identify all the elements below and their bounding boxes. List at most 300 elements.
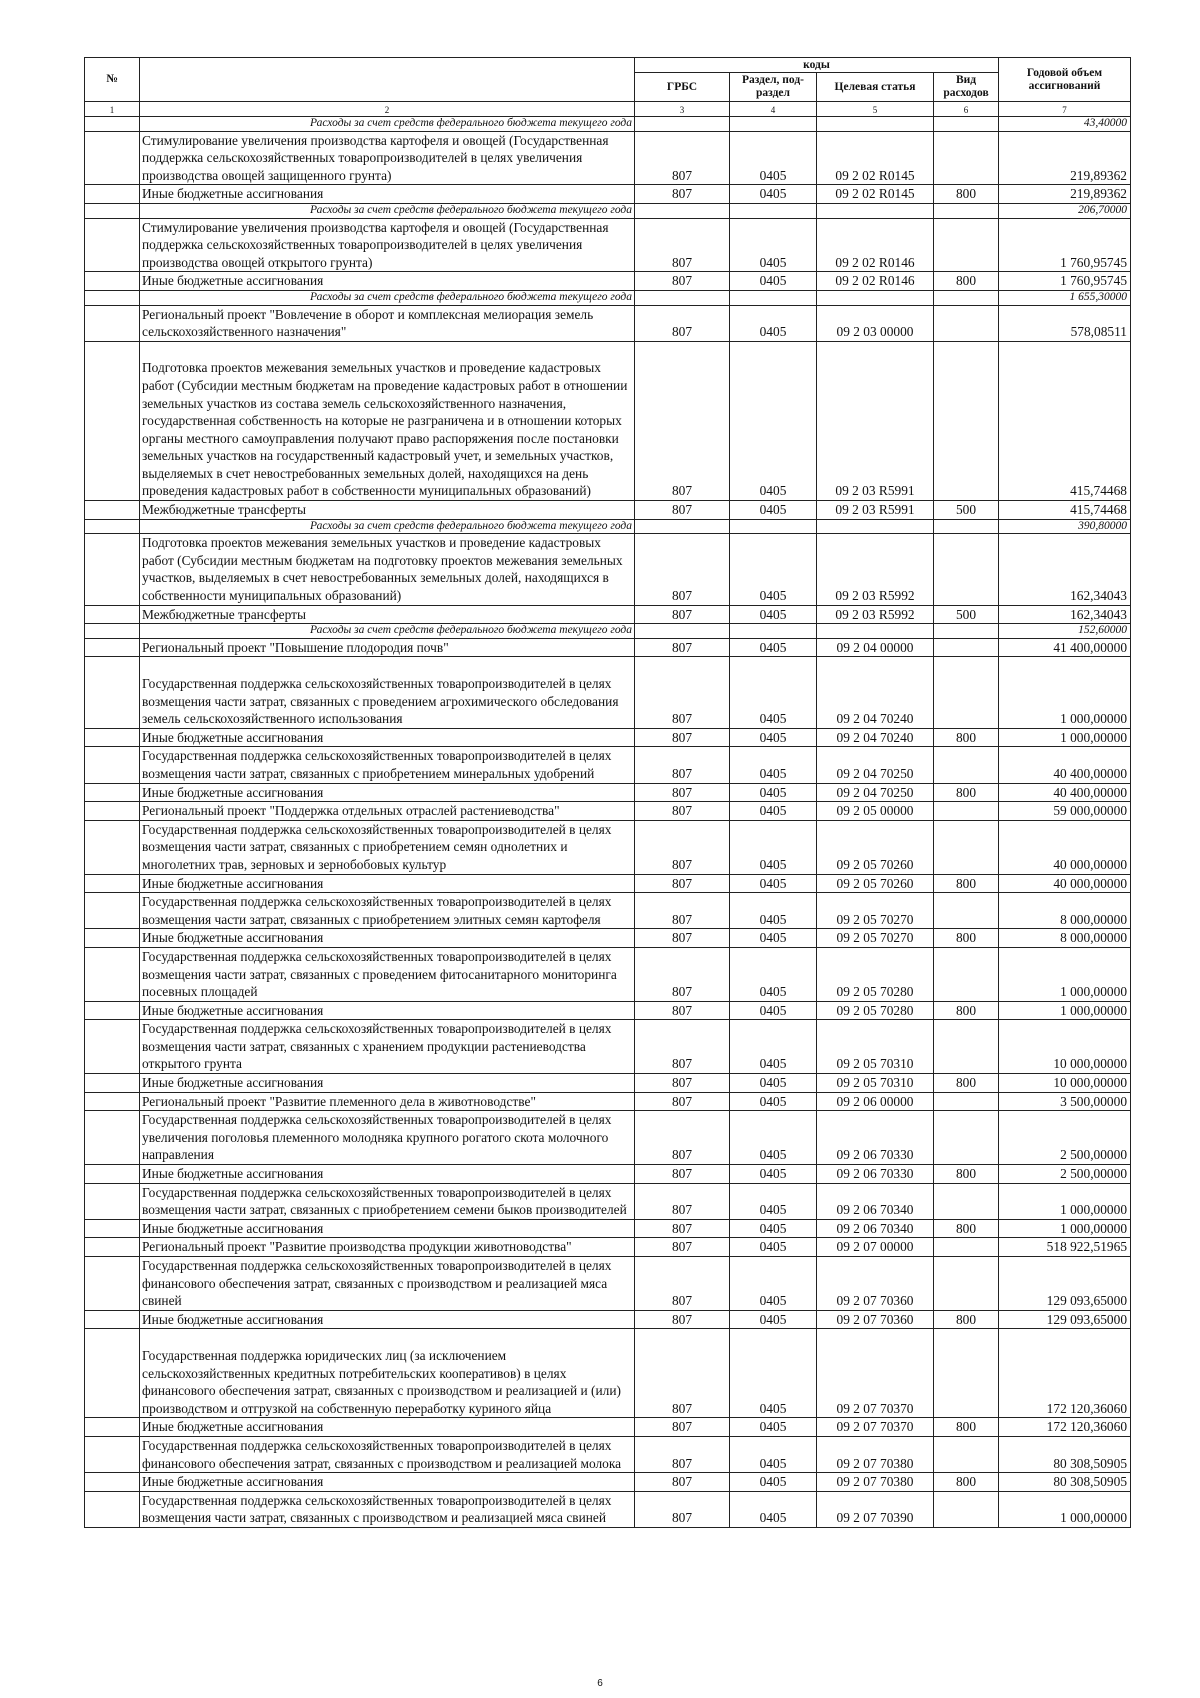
- table-row: [85, 1310, 1131, 1329]
- row-expense-type-cell: 800: [934, 1074, 999, 1093]
- row-amount-cell: 40 400,00000: [999, 783, 1131, 802]
- row-expense-type-cell: [934, 218, 999, 272]
- row-amount-cell: 415,74468: [999, 501, 1131, 520]
- row-section-cell: 0405: [730, 1001, 817, 1020]
- row-name-cell: Расходы за счет средств федерального бюджета текущего года: [140, 117, 635, 132]
- row-expense-type-cell: [934, 1183, 999, 1219]
- row-expense-type-cell: 800: [934, 185, 999, 204]
- row-expense-type-cell: [934, 1329, 999, 1418]
- row-grbs-cell: 807: [635, 657, 730, 728]
- row-number-cell: [85, 747, 140, 783]
- table-row: [85, 1491, 1131, 1527]
- header-section: Раздел, под-раздел: [730, 73, 817, 102]
- table-row: [85, 1111, 1131, 1165]
- row-target-cell: [817, 117, 934, 132]
- table-row: [85, 1092, 1131, 1111]
- row-expense-type-cell: [934, 624, 999, 639]
- row-name-cell: Иные бюджетные ассигнования: [140, 728, 635, 747]
- row-section-cell: 0405: [730, 1473, 817, 1492]
- header-number: №: [85, 58, 140, 102]
- table-row: [85, 747, 1131, 783]
- row-name-cell: Иные бюджетные ассигнования: [140, 1165, 635, 1184]
- row-amount-cell: 10 000,00000: [999, 1074, 1131, 1093]
- row-number-cell: [85, 1074, 140, 1093]
- row-target-cell: 09 2 05 70260: [817, 874, 934, 893]
- row-amount-cell: 1 760,95745: [999, 272, 1131, 291]
- row-amount-cell: 8 000,00000: [999, 893, 1131, 929]
- row-name-cell: Государственная поддержка сельскохозяйственных товаропроизводителей в целях финансового обеспечения затрат, связанных с производством и реализацией молока: [140, 1436, 635, 1472]
- row-number-cell: [85, 272, 140, 291]
- row-number-cell: [85, 534, 140, 605]
- col-number-1: 1: [85, 102, 140, 117]
- row-amount-cell: 43,40000: [999, 117, 1131, 132]
- row-name-cell: Иные бюджетные ассигнования: [140, 1418, 635, 1437]
- row-section-cell: 0405: [730, 1491, 817, 1527]
- table-row: [85, 783, 1131, 802]
- row-name-text: Государственная поддержка юридических лиц (за исключением сельскохозяйственных кредитных потребительских кооперативов) в целях финансового обеспечения затрат, связанных с производством и реализацией и (или) производством и отгрузкой на собственную переработку куриного яйца: [142, 1347, 621, 1416]
- row-number-cell: [85, 1418, 140, 1437]
- row-name-cell: Подготовка проектов межевания земельных участков и проведение кадастровых работ (Субсидии местным бюджетам на подготовку проектов межевания земельных участков, выделяемых в счет невостребованных земельных долей, находящихся в собственности муниципальных образований): [140, 534, 635, 605]
- row-section-cell: 0405: [730, 1111, 817, 1165]
- table-row: [85, 657, 1131, 728]
- row-expense-type-cell: [934, 747, 999, 783]
- row-grbs-cell: 807: [635, 929, 730, 948]
- row-number-cell: [85, 1310, 140, 1329]
- row-number-cell: [85, 341, 140, 500]
- row-expense-type-cell: 800: [934, 783, 999, 802]
- federal-subtotal-row: [85, 117, 1131, 132]
- row-name-cell: Региональный проект "Развитие производства продукции животноводства": [140, 1238, 635, 1257]
- row-expense-type-cell: [934, 802, 999, 821]
- row-name-cell: Расходы за счет средств федерального бюджета текущего года: [140, 290, 635, 305]
- row-grbs-cell: 807: [635, 1418, 730, 1437]
- table-row: [85, 1165, 1131, 1184]
- row-amount-cell: 390,80000: [999, 519, 1131, 534]
- row-name-cell: Стимулирование увеличения производства картофеля и овощей (Государственная поддержка сельскохозяйственных товаропроизводителей в целях увеличения производства овощей защищенного грунта): [140, 131, 635, 185]
- federal-subtotal-row: [85, 519, 1131, 534]
- row-grbs-cell: 807: [635, 820, 730, 874]
- row-expense-type-cell: [934, 1092, 999, 1111]
- row-expense-type-cell: 800: [934, 874, 999, 893]
- row-name-cell: Иные бюджетные ассигнования: [140, 874, 635, 893]
- row-number-cell: [85, 305, 140, 341]
- row-section-cell: 0405: [730, 1165, 817, 1184]
- row-grbs-cell: 807: [635, 272, 730, 291]
- col-number-7: 7: [999, 102, 1131, 117]
- row-expense-type-cell: 800: [934, 1001, 999, 1020]
- row-expense-type-cell: [934, 305, 999, 341]
- row-expense-type-cell: 800: [934, 728, 999, 747]
- row-target-cell: 09 2 02 R0146: [817, 218, 934, 272]
- row-target-cell: [817, 290, 934, 305]
- row-section-cell: 0405: [730, 272, 817, 291]
- row-grbs-cell: 807: [635, 131, 730, 185]
- row-expense-type-cell: 800: [934, 1165, 999, 1184]
- row-target-cell: [817, 624, 934, 639]
- row-name-cell: Государственная поддержка сельскохозяйственных товаропроизводителей в целях возмещения части затрат, связанных с производством и реализацией мяса свиней: [140, 1491, 635, 1527]
- row-target-cell: 09 2 05 70270: [817, 929, 934, 948]
- table-row: [85, 131, 1131, 185]
- row-section-cell: [730, 519, 817, 534]
- row-grbs-cell: 807: [635, 638, 730, 657]
- row-expense-type-cell: [934, 1020, 999, 1074]
- row-section-cell: 0405: [730, 1238, 817, 1257]
- table-row: [85, 534, 1131, 605]
- row-target-cell: 09 2 02 R0146: [817, 272, 934, 291]
- row-name-cell: Государственная поддержка сельскохозяйственных товаропроизводителей в целях возмещения части затрат, связанных с приобретением минеральных удобрений: [140, 747, 635, 783]
- row-amount-cell: 1 000,00000: [999, 947, 1131, 1001]
- row-section-cell: 0405: [730, 1436, 817, 1472]
- row-name-cell: Иные бюджетные ассигнования: [140, 1001, 635, 1020]
- row-expense-type-cell: [934, 1238, 999, 1257]
- row-section-cell: 0405: [730, 341, 817, 500]
- row-grbs-cell: 807: [635, 185, 730, 204]
- row-number-cell: [85, 1092, 140, 1111]
- table-row: [85, 1329, 1131, 1418]
- row-target-cell: 09 2 07 70380: [817, 1473, 934, 1492]
- row-target-cell: 09 2 07 70380: [817, 1436, 934, 1472]
- col-number-4: 4: [730, 102, 817, 117]
- row-number-cell: [85, 947, 140, 1001]
- row-expense-type-cell: [934, 1491, 999, 1527]
- row-target-cell: 09 2 06 70330: [817, 1165, 934, 1184]
- row-grbs-cell: 807: [635, 1020, 730, 1074]
- header-column-numbers: [85, 102, 1131, 117]
- row-section-cell: 0405: [730, 218, 817, 272]
- row-name-cell: Расходы за счет средств федерального бюджета текущего года: [140, 624, 635, 639]
- row-amount-cell: 518 922,51965: [999, 1238, 1131, 1257]
- row-amount-cell: 80 308,50905: [999, 1473, 1131, 1492]
- row-name-cell: Межбюджетные трансферты: [140, 605, 635, 624]
- row-section-cell: 0405: [730, 1183, 817, 1219]
- row-name-cell: Государственная поддержка сельскохозяйственных товаропроизводителей в целях увеличения поголовья племенного молодняка крупного рогатого скота молочного направления: [140, 1111, 635, 1165]
- row-amount-cell: 219,89362: [999, 185, 1131, 204]
- row-section-cell: 0405: [730, 802, 817, 821]
- row-expense-type-cell: [934, 657, 999, 728]
- row-grbs-cell: 807: [635, 1092, 730, 1111]
- federal-subtotal-row: [85, 203, 1131, 218]
- row-grbs-cell: 807: [635, 1491, 730, 1527]
- row-grbs-cell: 807: [635, 1473, 730, 1492]
- table-row: [85, 185, 1131, 204]
- table-row: [85, 1473, 1131, 1492]
- row-number-cell: [85, 290, 140, 305]
- row-target-cell: 09 2 03 R5991: [817, 501, 934, 520]
- row-number-cell: [85, 1219, 140, 1238]
- row-name-cell: Стимулирование увеличения производства картофеля и овощей (Государственная поддержка сельскохозяйственных товаропроизводителей в целях увеличения производства овощей открытого грунта): [140, 218, 635, 272]
- row-section-cell: 0405: [730, 305, 817, 341]
- budget-table-sheet: [84, 57, 1130, 1528]
- row-target-cell: 09 2 07 70370: [817, 1418, 934, 1437]
- row-amount-cell: 40 000,00000: [999, 874, 1131, 893]
- row-name-cell: Региональный проект "Повышение плодородия почв": [140, 638, 635, 657]
- row-grbs-cell: 807: [635, 1329, 730, 1418]
- row-section-cell: 0405: [730, 929, 817, 948]
- row-number-cell: [85, 1491, 140, 1527]
- row-amount-cell: 152,60000: [999, 624, 1131, 639]
- row-name-cell: Иные бюджетные ассигнования: [140, 929, 635, 948]
- row-section-cell: 0405: [730, 1020, 817, 1074]
- row-name-cell: Региональный проект "Вовлечение в оборот и комплексная мелиорация земель сельскохозяйственного назначения": [140, 305, 635, 341]
- table-row: [85, 341, 1131, 500]
- row-target-cell: 09 2 07 70370: [817, 1329, 934, 1418]
- row-section-cell: 0405: [730, 1310, 817, 1329]
- row-target-cell: 09 2 04 70240: [817, 728, 934, 747]
- row-number-cell: [85, 1238, 140, 1257]
- row-grbs-cell: 807: [635, 1074, 730, 1093]
- row-grbs-cell: 807: [635, 1165, 730, 1184]
- row-target-cell: 09 2 04 00000: [817, 638, 934, 657]
- row-target-cell: 09 2 06 70330: [817, 1111, 934, 1165]
- row-name-cell: Государственная поддержка сельскохозяйственных товаропроизводителей в целях возмещения части затрат, связанных с проведением фитосанитарного мониторинга посевных площадей: [140, 947, 635, 1001]
- row-grbs-cell: 807: [635, 1436, 730, 1472]
- table-row: [85, 1183, 1131, 1219]
- row-target-cell: 09 2 06 00000: [817, 1092, 934, 1111]
- row-number-cell: [85, 1329, 140, 1418]
- row-number-cell: [85, 519, 140, 534]
- row-number-cell: [85, 185, 140, 204]
- row-amount-cell: 219,89362: [999, 131, 1131, 185]
- row-name-cell: Иные бюджетные ассигнования: [140, 185, 635, 204]
- row-amount-cell: 3 500,00000: [999, 1092, 1131, 1111]
- row-target-cell: 09 2 03 R5992: [817, 605, 934, 624]
- row-target-cell: [817, 203, 934, 218]
- row-target-cell: 09 2 06 70340: [817, 1183, 934, 1219]
- row-name-cell: Иные бюджетные ассигнования: [140, 1310, 635, 1329]
- row-amount-cell: 1 000,00000: [999, 657, 1131, 728]
- row-amount-cell: 8 000,00000: [999, 929, 1131, 948]
- row-target-cell: 09 2 07 00000: [817, 1238, 934, 1257]
- row-section-cell: 0405: [730, 605, 817, 624]
- row-target-cell: 09 2 07 70390: [817, 1491, 934, 1527]
- row-name-cell: Расходы за счет средств федерального бюджета текущего года: [140, 519, 635, 534]
- row-target-cell: 09 2 05 70280: [817, 947, 934, 1001]
- row-number-cell: [85, 893, 140, 929]
- row-name-cell: Государственная поддержка сельскохозяйственных товаропроизводителей в целях возмещения части затрат, связанных с приобретением семян однолетних и многолетних трав, зерновых и зернобобовых культур: [140, 820, 635, 874]
- row-target-cell: [817, 519, 934, 534]
- row-number-cell: [85, 638, 140, 657]
- table-row: [85, 947, 1131, 1001]
- row-name-cell: Региональный проект "Развитие племенного дела в животноводстве": [140, 1092, 635, 1111]
- table-row: [85, 728, 1131, 747]
- row-section-cell: 0405: [730, 638, 817, 657]
- row-number-cell: [85, 1257, 140, 1311]
- row-section-cell: 0405: [730, 131, 817, 185]
- row-grbs-cell: [635, 203, 730, 218]
- row-target-cell: 09 2 05 70310: [817, 1074, 934, 1093]
- row-section-cell: 0405: [730, 1329, 817, 1418]
- row-name-text: Государственная поддержка сельскохозяйственных товаропроизводителей в целях возмещения части затрат, связанных с проведением агрохимического обследования земель сельскохозяйственного использования: [142, 676, 619, 727]
- table-row: [85, 605, 1131, 624]
- row-section-cell: 0405: [730, 1257, 817, 1311]
- row-grbs-cell: 807: [635, 1001, 730, 1020]
- budget-table: [84, 57, 1131, 1528]
- row-amount-cell: 1 655,30000: [999, 290, 1131, 305]
- table-row: [85, 1238, 1131, 1257]
- row-expense-type-cell: [934, 519, 999, 534]
- federal-subtotal-row: [85, 624, 1131, 639]
- row-target-cell: 09 2 04 70250: [817, 783, 934, 802]
- row-number-cell: [85, 874, 140, 893]
- table-header: [85, 58, 1131, 117]
- row-section-cell: 0405: [730, 501, 817, 520]
- header-expense-type: Вид расходов: [934, 73, 999, 102]
- table-row: [85, 1001, 1131, 1020]
- row-expense-type-cell: 800: [934, 1219, 999, 1238]
- row-amount-cell: 10 000,00000: [999, 1020, 1131, 1074]
- row-section-cell: 0405: [730, 1219, 817, 1238]
- row-number-cell: [85, 605, 140, 624]
- row-number-cell: [85, 657, 140, 728]
- row-grbs-cell: [635, 290, 730, 305]
- table-row: [85, 820, 1131, 874]
- row-expense-type-cell: [934, 203, 999, 218]
- table-row: [85, 272, 1131, 291]
- row-name-text: Подготовка проектов межевания земельных участков и проведение кадастровых работ (Субсидии местным бюджетам на проведение кадастровых работ в отношении земельных участков из состава земель сельскохозяйственного назначения, государственная собственность на которые не разграничена и в отношении которых органы местного самоуправления получают право распоряжения после постановки земельных участков на государственный кадастровый учет, и земельных участков, выделяемых в счет невостребованных земельных долей, находящихся на день проведения кадастровых работ в собственности муниципальных образований): [142, 360, 628, 499]
- row-target-cell: 09 2 05 70260: [817, 820, 934, 874]
- row-target-cell: 09 2 05 00000: [817, 802, 934, 821]
- row-expense-type-cell: 800: [934, 1418, 999, 1437]
- row-amount-cell: 40 400,00000: [999, 747, 1131, 783]
- row-section-cell: 0405: [730, 783, 817, 802]
- table-row: [85, 1418, 1131, 1437]
- row-number-cell: [85, 1020, 140, 1074]
- row-target-cell: 09 2 02 R0145: [817, 185, 934, 204]
- row-expense-type-cell: 500: [934, 501, 999, 520]
- col-number-2: 2: [140, 102, 635, 117]
- federal-subtotal-row: [85, 290, 1131, 305]
- table-row: [85, 305, 1131, 341]
- row-grbs-cell: 807: [635, 218, 730, 272]
- row-amount-cell: 162,34043: [999, 534, 1131, 605]
- row-section-cell: [730, 624, 817, 639]
- row-grbs-cell: 807: [635, 1219, 730, 1238]
- row-name-cell: [140, 341, 635, 500]
- row-target-cell: 09 2 07 70360: [817, 1257, 934, 1311]
- row-number-cell: [85, 131, 140, 185]
- col-number-6: 6: [934, 102, 999, 117]
- row-expense-type-cell: [934, 947, 999, 1001]
- row-expense-type-cell: 500: [934, 605, 999, 624]
- row-number-cell: [85, 1436, 140, 1472]
- row-target-cell: 09 2 04 70250: [817, 747, 934, 783]
- row-amount-cell: 59 000,00000: [999, 802, 1131, 821]
- row-expense-type-cell: 800: [934, 1310, 999, 1329]
- row-grbs-cell: 807: [635, 605, 730, 624]
- row-name-cell: Государственная поддержка сельскохозяйственных товаропроизводителей в целях возмещения части затрат, связанных с приобретением семени быков производителей: [140, 1183, 635, 1219]
- table-row: [85, 218, 1131, 272]
- table-row: [85, 893, 1131, 929]
- row-number-cell: [85, 203, 140, 218]
- row-amount-cell: 1 000,00000: [999, 728, 1131, 747]
- row-number-cell: [85, 1183, 140, 1219]
- row-grbs-cell: 807: [635, 1111, 730, 1165]
- row-section-cell: 0405: [730, 1092, 817, 1111]
- row-name-cell: Иные бюджетные ассигнования: [140, 1473, 635, 1492]
- header-target: Целевая статья: [817, 73, 934, 102]
- row-grbs-cell: 807: [635, 1257, 730, 1311]
- row-number-cell: [85, 728, 140, 747]
- table-row: [85, 501, 1131, 520]
- row-name-cell: Расходы за счет средств федерального бюджета текущего года: [140, 203, 635, 218]
- row-expense-type-cell: 800: [934, 272, 999, 291]
- page-number: 6: [597, 1678, 603, 1689]
- row-name-cell: Государственная поддержка сельскохозяйственных товаропроизводителей в целях возмещения части затрат, связанных с приобретением элитных семян картофеля: [140, 893, 635, 929]
- row-name-cell: Государственная поддержка сельскохозяйственных товаропроизводителей в целях возмещения части затрат, связанных с хранением продукции растениеводства открытого грунта: [140, 1020, 635, 1074]
- row-amount-cell: 1 000,00000: [999, 1491, 1131, 1527]
- table-row: [85, 1219, 1131, 1238]
- row-amount-cell: 2 500,00000: [999, 1165, 1131, 1184]
- row-grbs-cell: [635, 117, 730, 132]
- row-grbs-cell: 807: [635, 728, 730, 747]
- row-number-cell: [85, 624, 140, 639]
- row-name-cell: Межбюджетные трансферты: [140, 501, 635, 520]
- table-row: [85, 1074, 1131, 1093]
- row-number-cell: [85, 820, 140, 874]
- row-number-cell: [85, 802, 140, 821]
- row-amount-cell: 129 093,65000: [999, 1257, 1131, 1311]
- row-expense-type-cell: [934, 1257, 999, 1311]
- row-grbs-cell: 807: [635, 947, 730, 1001]
- row-amount-cell: 1 000,00000: [999, 1219, 1131, 1238]
- row-name-cell: Иные бюджетные ассигнования: [140, 783, 635, 802]
- row-section-cell: 0405: [730, 185, 817, 204]
- row-amount-cell: 206,70000: [999, 203, 1131, 218]
- row-grbs-cell: 807: [635, 341, 730, 500]
- row-section-cell: 0405: [730, 893, 817, 929]
- row-amount-cell: 1 000,00000: [999, 1001, 1131, 1020]
- row-grbs-cell: [635, 624, 730, 639]
- row-section-cell: [730, 290, 817, 305]
- row-grbs-cell: 807: [635, 747, 730, 783]
- table-row: [85, 1257, 1131, 1311]
- table-row: [85, 1436, 1131, 1472]
- table-row: [85, 929, 1131, 948]
- row-grbs-cell: 807: [635, 783, 730, 802]
- row-target-cell: 09 2 03 00000: [817, 305, 934, 341]
- table-row: [85, 1020, 1131, 1074]
- row-grbs-cell: 807: [635, 501, 730, 520]
- row-target-cell: 09 2 03 R5991: [817, 341, 934, 500]
- row-target-cell: 09 2 05 70270: [817, 893, 934, 929]
- row-target-cell: 09 2 03 R5992: [817, 534, 934, 605]
- row-amount-cell: 172 120,36060: [999, 1329, 1131, 1418]
- row-amount-cell: 40 000,00000: [999, 820, 1131, 874]
- row-section-cell: [730, 203, 817, 218]
- row-expense-type-cell: [934, 893, 999, 929]
- row-amount-cell: 172 120,36060: [999, 1418, 1131, 1437]
- row-expense-type-cell: [934, 341, 999, 500]
- row-number-cell: [85, 117, 140, 132]
- row-section-cell: 0405: [730, 747, 817, 783]
- row-section-cell: 0405: [730, 947, 817, 1001]
- row-grbs-cell: 807: [635, 874, 730, 893]
- row-name-cell: [140, 1329, 635, 1418]
- row-expense-type-cell: [934, 131, 999, 185]
- row-target-cell: 09 2 04 70240: [817, 657, 934, 728]
- row-grbs-cell: 807: [635, 1183, 730, 1219]
- row-expense-type-cell: [934, 117, 999, 132]
- row-section-cell: 0405: [730, 728, 817, 747]
- row-number-cell: [85, 501, 140, 520]
- row-target-cell: 09 2 05 70310: [817, 1020, 934, 1074]
- row-number-cell: [85, 783, 140, 802]
- row-grbs-cell: 807: [635, 802, 730, 821]
- row-amount-cell: 1 000,00000: [999, 1183, 1131, 1219]
- row-number-cell: [85, 1165, 140, 1184]
- row-number-cell: [85, 929, 140, 948]
- header-annual: Годовой объем ассигнований: [999, 58, 1131, 102]
